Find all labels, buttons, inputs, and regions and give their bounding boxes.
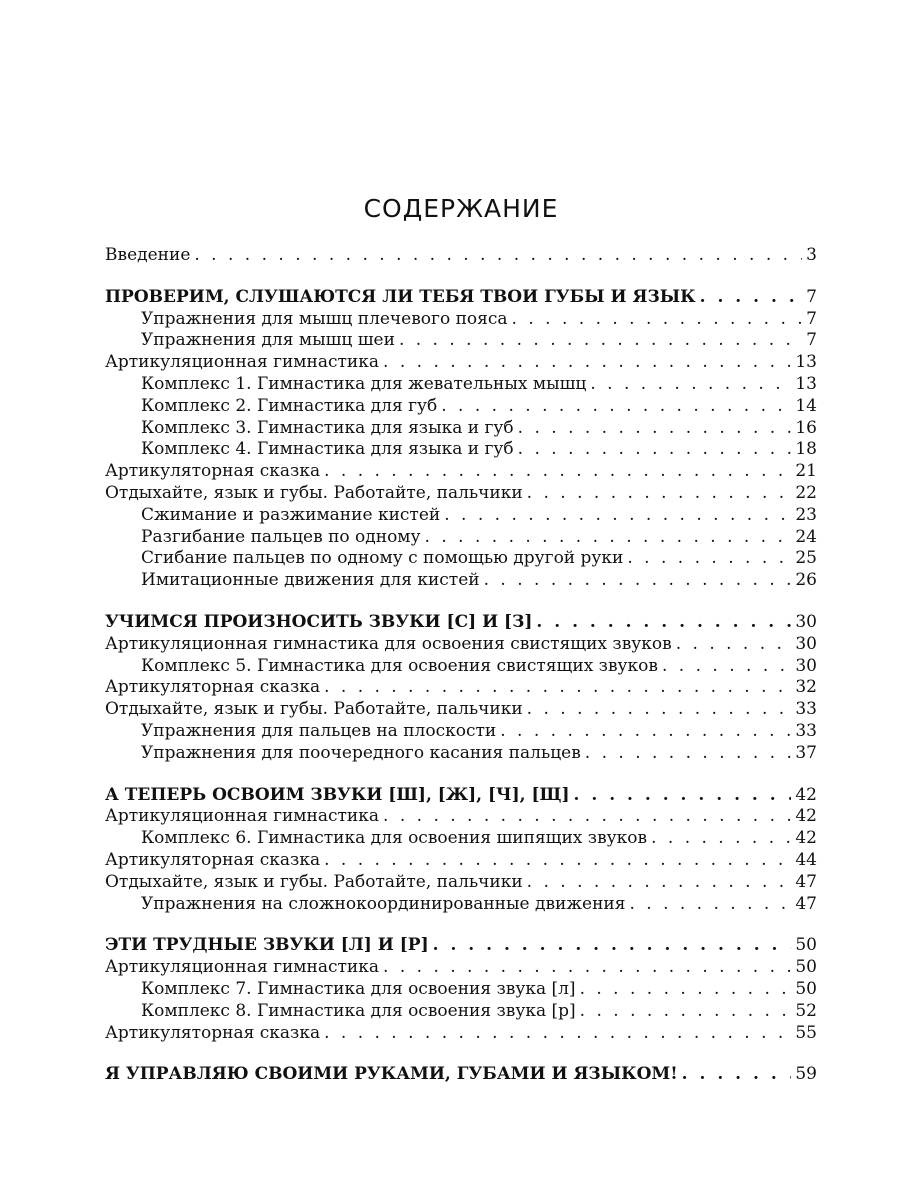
toc-entry[interactable] (105, 570, 817, 592)
toc-entry[interactable] (105, 656, 817, 678)
toc-entry[interactable] (105, 634, 817, 656)
toc-entry[interactable] (105, 1001, 817, 1023)
dot-leader (399, 330, 802, 352)
table-of-contents (105, 245, 817, 1086)
toc-page-number: 7 (806, 286, 817, 307)
toc-page-number: 24 (795, 526, 817, 547)
toc-entry-title: Комплекс 5. Гимнастика для освоения свистящих звуков (141, 655, 658, 676)
dot-leader (433, 935, 792, 957)
toc-entry-title: Комплекс 6. Гимнастика для освоения шипящих звуков (141, 828, 648, 849)
toc-entry-title: Упражнения для мышц плечевого пояса (141, 308, 508, 329)
toc-entry[interactable] (105, 396, 817, 418)
toc-entry[interactable] (105, 330, 817, 352)
toc-entry-title: Сгибание пальцев по одному с помощью другой руки (141, 548, 624, 569)
toc-entry[interactable] (105, 699, 817, 721)
section-gap (105, 267, 817, 287)
toc-entry-title: Артикуляционная гимнастика (105, 957, 380, 978)
toc-entry-title: Упражнения для поочередного касания пальцев (141, 742, 581, 763)
toc-page-number: 30 (795, 611, 817, 632)
dot-leader (324, 850, 791, 872)
toc-entry-title: Артикуляторная сказка (105, 461, 321, 482)
toc-entry-title: Артикуляционная гимнастика (105, 352, 380, 373)
toc-page-number: 30 (795, 655, 817, 676)
toc-entry-title: ПРОВЕРИМ, СЛУШАЮТСЯ ЛИ ТЕБЯ ТВОИ ГУБЫ И ЯЗЫК (105, 286, 696, 307)
toc-section-heading[interactable] (105, 785, 817, 807)
dot-leader (444, 505, 791, 527)
toc-entry[interactable] (105, 957, 817, 979)
section-gap (105, 915, 817, 935)
toc-entry-title: Артикуляторная сказка (105, 1022, 321, 1043)
toc-page-number: 50 (795, 978, 817, 999)
toc-entry[interactable] (105, 806, 817, 828)
toc-entry[interactable] (105, 979, 817, 1001)
toc-page-number: 26 (795, 570, 817, 591)
toc-entry-title: Комплекс 3. Гимнастика для языка и губ (141, 417, 514, 438)
toc-entry-title: Упражнения для мышц шеи (141, 330, 395, 351)
toc-entry-title: Отдыхайте, язык и губы. Работайте, пальчики (105, 871, 523, 892)
toc-section-heading[interactable] (105, 1064, 817, 1086)
dot-leader (580, 979, 792, 1001)
dot-leader (585, 743, 792, 765)
toc-entry[interactable] (105, 352, 817, 374)
toc-section-heading[interactable] (105, 935, 817, 957)
toc-entry[interactable] (105, 1023, 817, 1045)
toc-page-number: 7 (806, 308, 817, 329)
toc-entry-title: Артикуляторная сказка (105, 849, 321, 870)
toc-page-number: 7 (806, 330, 817, 351)
dot-leader (500, 721, 791, 743)
dot-leader (651, 828, 791, 850)
toc-entry[interactable] (105, 418, 817, 440)
toc-section-heading[interactable] (105, 612, 817, 634)
toc-page-number: 33 (795, 699, 817, 720)
dot-leader (383, 352, 791, 374)
toc-entry-title: Артикуляционная гимнастика для освоения свистящих звуков (105, 633, 672, 654)
toc-page-number: 42 (795, 806, 817, 827)
toc-page-number: 25 (795, 548, 817, 569)
section-gap (105, 1044, 817, 1064)
toc-entry-title: Отдыхайте, язык и губы. Работайте, пальчики (105, 482, 523, 503)
toc-page-number: 22 (795, 482, 817, 503)
toc-entry-title: УЧИМСЯ ПРОИЗНОСИТЬ ЗВУКИ [С] И [З] (105, 611, 533, 632)
toc-entry-title: Комплекс 2. Гимнастика для губ (141, 395, 438, 416)
toc-entry[interactable] (105, 548, 817, 570)
toc-entry-title: Комплекс 1. Гимнастика для жевательных мышц (141, 373, 587, 394)
toc-entry-title: Я УПРАВЛЯЮ СВОИМИ РУКАМИ, ГУБАМИ И ЯЗЫКОМ! (105, 1064, 678, 1085)
dot-leader (194, 245, 802, 267)
toc-entry[interactable] (105, 894, 817, 916)
dot-leader (383, 806, 791, 828)
toc-page-number: 23 (795, 504, 817, 525)
toc-entry[interactable] (105, 374, 817, 396)
toc-entry[interactable] (105, 527, 817, 549)
dot-leader (574, 785, 792, 807)
toc-page-number: 32 (795, 677, 817, 698)
toc-entry[interactable] (105, 872, 817, 894)
toc-page-number: 14 (795, 395, 817, 416)
toc-entry[interactable] (105, 850, 817, 872)
dot-leader (627, 548, 791, 570)
toc-page-number: 44 (795, 849, 817, 870)
dot-leader (676, 634, 792, 656)
toc-entry-title: А ТЕПЕРЬ ОСВОИМ ЗВУКИ [Ш], [Ж], [Ч], [Щ] (105, 784, 570, 805)
toc-page-number: 52 (795, 1000, 817, 1021)
toc-entry[interactable] (105, 743, 817, 765)
dot-leader (383, 957, 791, 979)
toc-entry-title: Артикуляторная сказка (105, 677, 321, 698)
dot-leader (518, 439, 792, 461)
dot-leader (324, 677, 791, 699)
toc-entry-title: ЭТИ ТРУДНЫЕ ЗВУКИ [Л] И [Р] (105, 935, 429, 956)
toc-entry[interactable] (105, 245, 817, 267)
toc-page-number: 42 (795, 828, 817, 849)
dot-leader (629, 894, 791, 916)
toc-page-number: 30 (795, 633, 817, 654)
toc-page-number: 13 (795, 373, 817, 394)
toc-page-number: 55 (795, 1022, 817, 1043)
toc-entry-title: Упражнения для пальцев на плоскости (141, 720, 497, 741)
toc-entry[interactable] (105, 309, 817, 331)
dot-leader (700, 287, 803, 309)
toc-page-number: 47 (795, 871, 817, 892)
toc-entry-title: Комплекс 4. Гимнастика для языка и губ (141, 439, 514, 460)
toc-entry-title: Комплекс 7. Гимнастика для освоения звука [л] (141, 978, 576, 999)
dot-leader (580, 1001, 792, 1023)
toc-entry-title: Артикуляционная гимнастика (105, 806, 380, 827)
toc-entry[interactable] (105, 505, 817, 527)
toc-page-number: 47 (795, 893, 817, 914)
dot-leader (536, 612, 791, 634)
toc-page-number: 3 (806, 245, 817, 265)
toc-entry-title: Сжимание и разжимание кистей (141, 504, 441, 525)
dot-leader (484, 570, 792, 592)
toc-page-number: 37 (795, 742, 817, 763)
dot-leader (518, 418, 792, 440)
dot-leader (527, 483, 792, 505)
dot-leader (425, 527, 792, 549)
toc-page-number: 59 (795, 1064, 817, 1085)
toc-entry-title: Отдыхайте, язык и губы. Работайте, пальчики (105, 699, 523, 720)
toc-entry[interactable] (105, 461, 817, 483)
toc-entry-title: Комплекс 8. Гимнастика для освоения звука [р] (141, 1000, 576, 1021)
toc-entry-title: Упражнения на сложнокоординированные движения (141, 893, 626, 914)
toc-entry-title: Введение (105, 245, 191, 265)
toc-entry[interactable] (105, 677, 817, 699)
toc-page-number: 21 (795, 461, 817, 482)
toc-section-heading[interactable] (105, 287, 817, 309)
toc-page-number: 50 (795, 957, 817, 978)
dot-leader (324, 461, 791, 483)
page-title: СОДЕРЖАНИЕ (363, 194, 559, 223)
toc-page-number: 18 (795, 439, 817, 460)
toc-entry[interactable] (105, 439, 817, 461)
dot-leader (512, 309, 803, 331)
dot-leader (682, 1064, 792, 1086)
dot-leader (324, 1023, 791, 1045)
toc-entry-title: Имитационные движения для кистей (141, 570, 480, 591)
dot-leader (527, 872, 792, 894)
toc-page-number: 16 (795, 417, 817, 438)
toc-page-number: 13 (795, 352, 817, 373)
toc-entry[interactable] (105, 483, 817, 505)
section-gap (105, 765, 817, 785)
dot-leader (662, 656, 791, 678)
dot-leader (590, 374, 791, 396)
dot-leader (441, 396, 791, 418)
toc-page-number: 50 (795, 935, 817, 956)
toc-page-number: 42 (795, 784, 817, 805)
section-gap (105, 592, 817, 612)
dot-leader (527, 699, 792, 721)
toc-entry[interactable] (105, 828, 817, 850)
toc-page-number: 33 (795, 720, 817, 741)
toc-entry[interactable] (105, 721, 817, 743)
toc-entry-title: Разгибание пальцев по одному (141, 526, 421, 547)
